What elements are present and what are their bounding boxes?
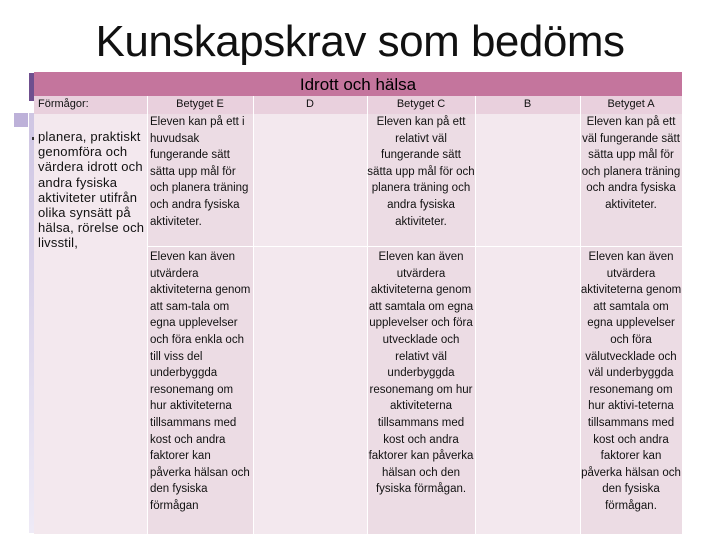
grid-line (147, 96, 148, 534)
column-header-row (34, 96, 682, 114)
assessment-table (34, 72, 682, 534)
column-header-a: Betyget A (607, 98, 655, 110)
column-d-bg (253, 114, 367, 534)
slide-title: Kunskapskrav som bedöms (95, 17, 625, 66)
row2-grade-c: Eleven kan även utvärdera aktiviteterna genom att samtala om egna upplevelser och föra utvecklade och relativt väl underbyggda resonemang om hur aktiviteterna tillsammans med kost och andra faktorer kan påverka hälsan och den fysiska förmågan. (368, 251, 474, 496)
accent-square (14, 113, 28, 127)
column-header-c: Betyget C (396, 98, 446, 110)
column-header-d: D (306, 98, 314, 110)
row2-grade-e: Eleven kan även utvärdera aktiviteterna genom att sam-tala om egna upplevelser och föra enkla och till viss del underbyggda resonemang om hur aktiviteterna tillsammans med kost och andra faktorer kan påverka hälsan och den fysiska förmågan (150, 251, 251, 512)
row2-grade-a: Eleven kan även utvärdera aktiviteterna genom att samtala om egna upplevelser och föra välutvecklade och väl underbyggda resonemang om hur aktivi-teterna tillsammans med kost och andra faktorer kan påverka hälsan och den fysiska förmågan. (580, 251, 682, 512)
grid-line (253, 96, 254, 534)
row-divider (147, 246, 682, 247)
grid-line (475, 96, 476, 534)
row1-grade-c: Eleven kan på ett relativt väl fungerande sätt sätta upp mål för och planera träning och andra fysiska aktiviteter. (367, 116, 475, 228)
row1-grade-e: Eleven kan på ett i huvudsak fungerande sätt sätta upp mål för och planera träning och andra fysiska aktiviteter. (150, 116, 249, 228)
column-header-e: Betyget E (176, 98, 224, 110)
column-b-bg (475, 114, 580, 534)
abilities-cell: planera, praktiskt genomföra och värdera idrott och andra fysiska aktiviteter utifrån olika synsätt på hälsa, rörelse och livsstil, (38, 129, 145, 251)
row1-grade-a: Eleven kan på ett väl fungerande sätt sätta upp mål för och planera träning och andra fysiska aktiviteter. (581, 116, 681, 211)
column-header-b: B (523, 98, 532, 110)
table-header-title: Idrott och hälsa (299, 75, 417, 94)
column-header-abilities: Förmågor: (38, 98, 89, 110)
